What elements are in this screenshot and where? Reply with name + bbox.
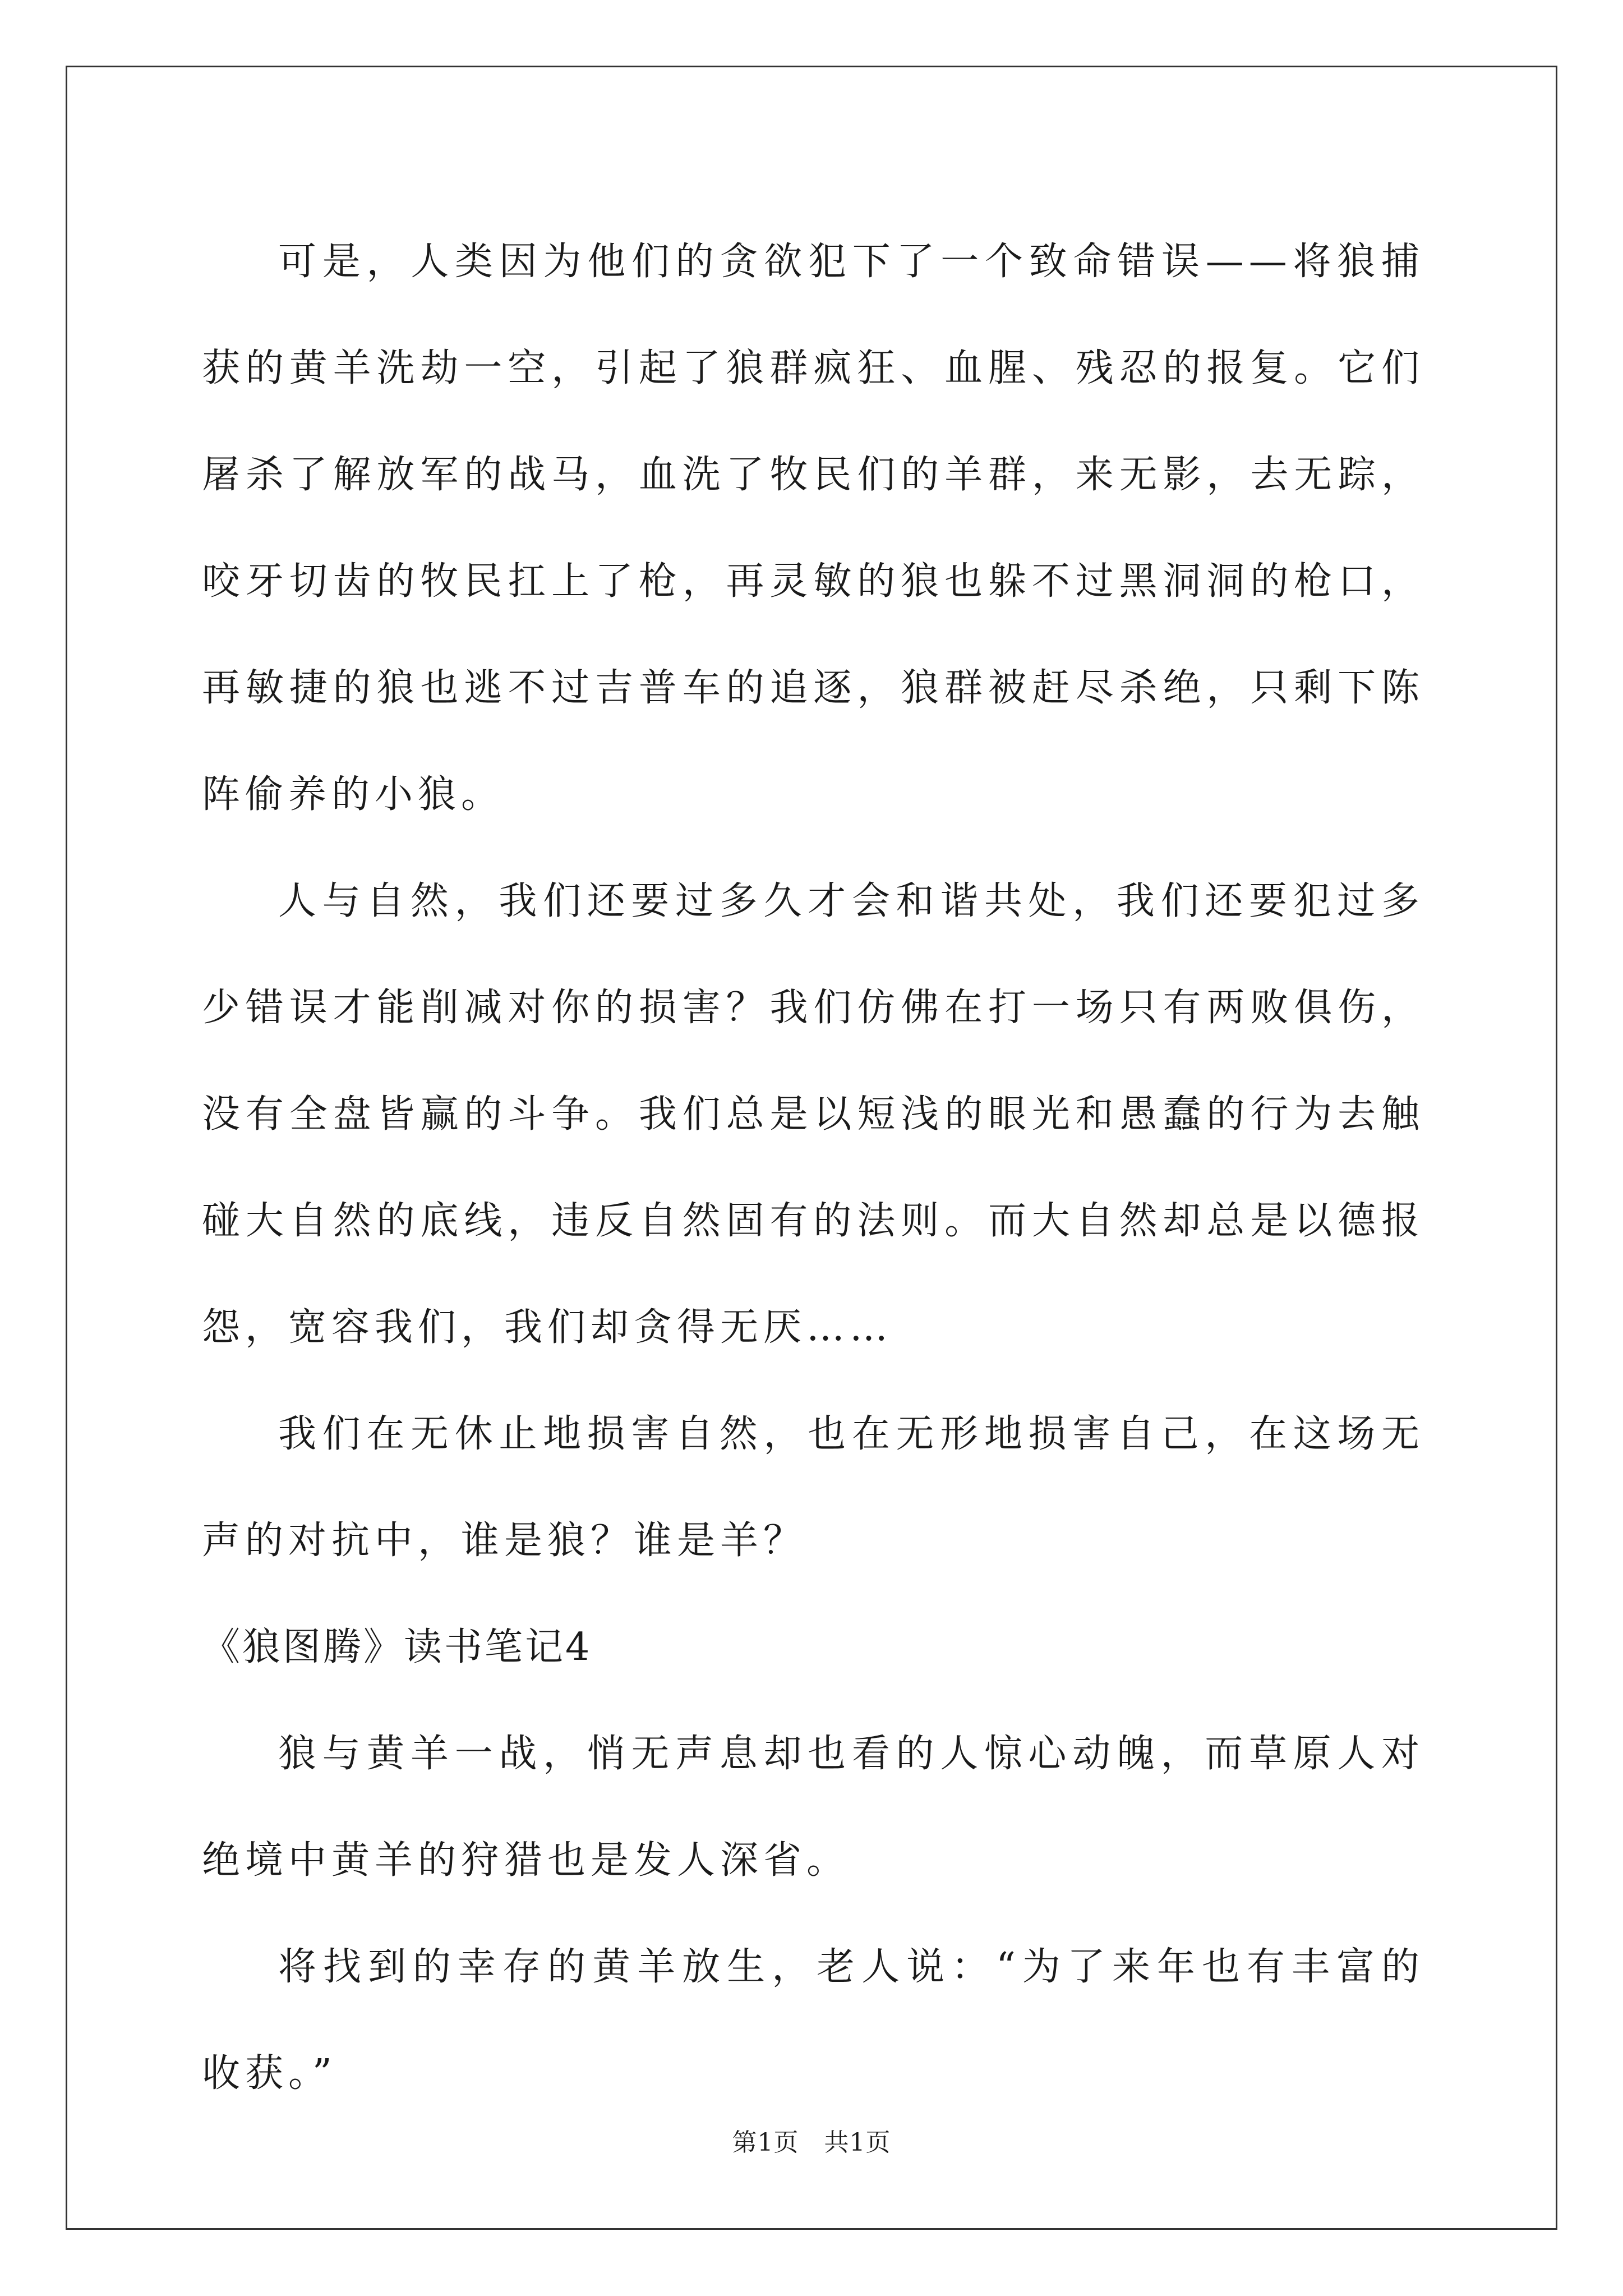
paragraph: 我们在无休止地损害自然，也在无形地损害自己，在这场无声的对抗中，谁是狼？谁是羊？ bbox=[202, 1412, 1424, 1563]
paragraph: 狼与黄羊一战，悄无声息却也看的人惊心动魄，而草原人对绝境中黄羊的狩猎也是发人深省。 bbox=[202, 1732, 1424, 1883]
page-footer: 第1页 共1页 bbox=[732, 2128, 891, 2157]
paragraph: 可是，人类因为他们的贪欲犯下了一个致命错误——将狼捕获的黄羊洗劫一空，引起了狼群疯狂、血腥、残忍的报复。它们屠杀了解放军的战马，血洗了牧民们的羊群，来无影，去无踪，咬牙切齿的牧民扛上了枪，再灵敏的狼也躲不过黑洞洞的枪口，再敏捷的狼也逃不过吉普车的追逐，狼群被赶尽杀绝，只剩下陈阵偷养的小狼。 bbox=[202, 240, 1424, 817]
paragraph: 人与自然，我们还要过多久才会和谐共处，我们还要犯过多少错误才能削减对你的损害？我们仿佛在打一场只有两败俱伤，没有全盘皆赢的斗争。我们总是以短浅的眼光和愚蠢的行为去触碰大自然的底线，违反自然固有的法则。而大自然却总是以德报怨，宽容我们，我们却贪得无厌…… bbox=[202, 879, 1424, 1350]
document-body bbox=[202, 209, 1424, 2127]
section-heading: 《狼图腾》读书笔记4 bbox=[202, 1625, 592, 1669]
paragraph: 将找到的幸存的黄羊放生，老人说：“为了来年也有丰富的收获。” bbox=[202, 1945, 1424, 2096]
